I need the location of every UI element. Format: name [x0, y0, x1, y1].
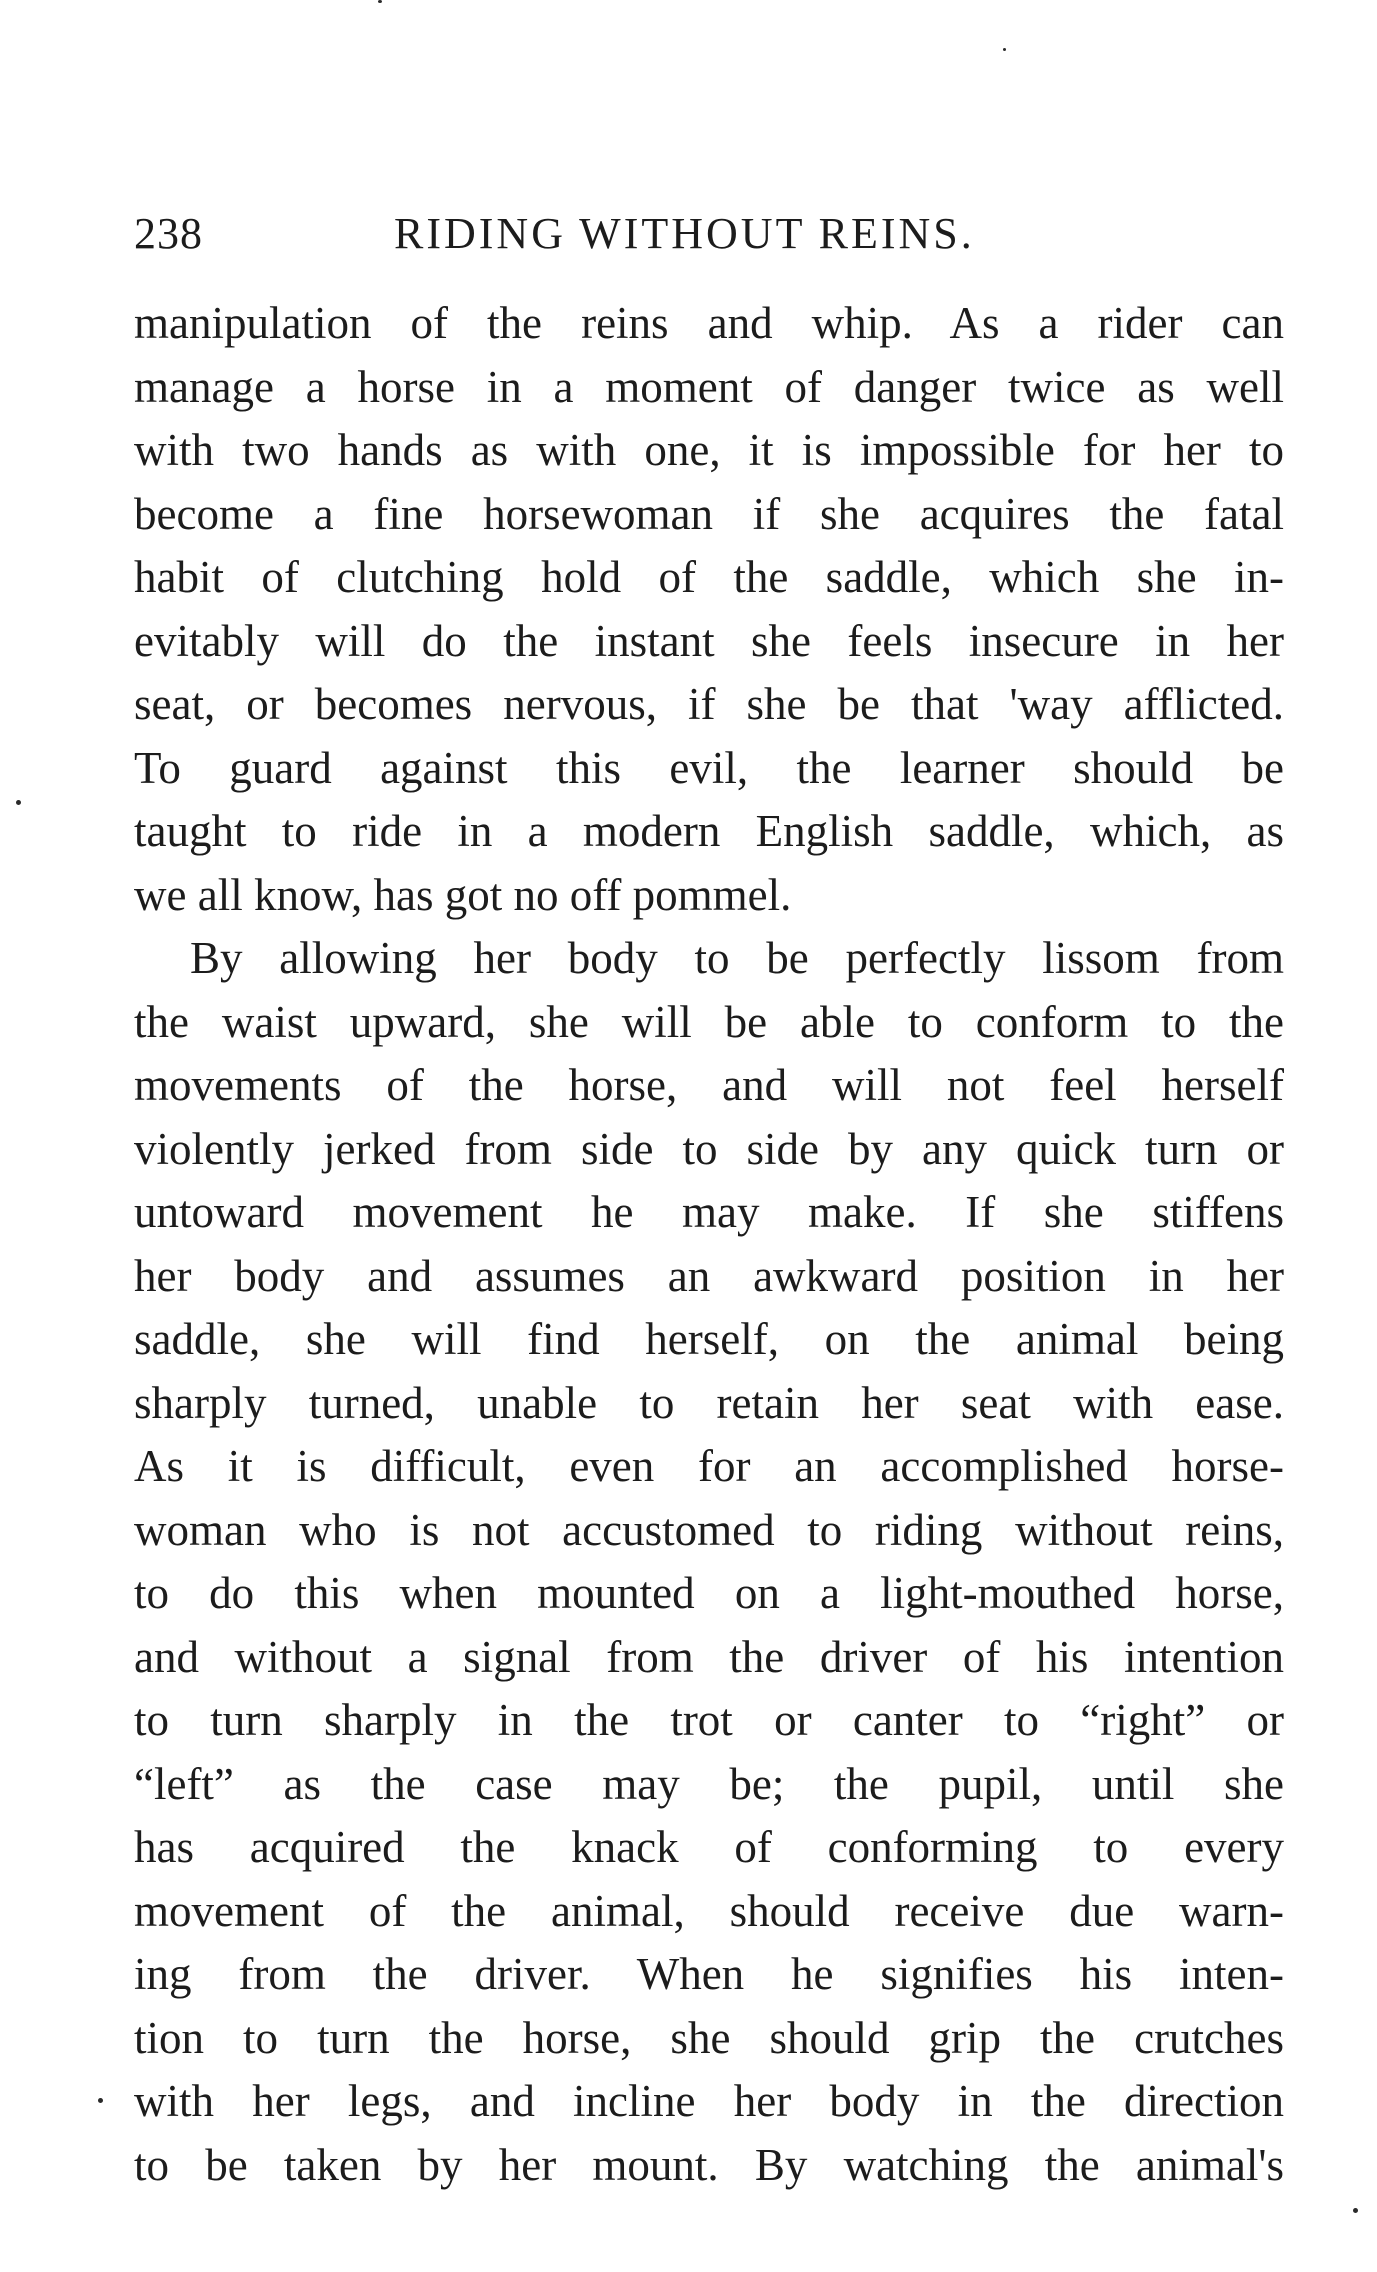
text-line: movement of the animal, should receive due warn- — [134, 1885, 1284, 1936]
text-line: To guard against this evil, the learner should be — [134, 742, 1284, 793]
text-line: violently jerked from side to side by any quick turn or — [134, 1123, 1284, 1174]
running-title: RIDING WITHOUT REINS. — [394, 209, 975, 258]
text-line: become a fine horsewoman if she acquires the fatal — [134, 488, 1284, 539]
text-line: her body and assumes an awkward position in her — [134, 1250, 1284, 1301]
text-line: ing from the driver. When he signifies his inten- — [134, 1949, 1284, 1999]
text-line: with her legs, and incline her body in the direction — [134, 2076, 1284, 2126]
ink-speck — [1353, 2208, 1358, 2213]
page-number: 238 — [134, 209, 203, 258]
text-line: taught to ride in a modern English saddle, which, as — [134, 806, 1284, 856]
ink-speck — [98, 2098, 103, 2103]
text-line: sharply turned, unable to retain her seat with ease. — [134, 1377, 1284, 1428]
text-line: to do this when mounted on a light-mouthed horse, — [134, 1568, 1284, 1618]
text-line: As it is difficult, even for an accomplished horse- — [134, 1441, 1284, 1491]
text-line: manipulation of the reins and whip. As a rider can — [134, 298, 1284, 348]
ink-speck — [16, 800, 21, 805]
text-line: woman who is not accustomed to riding without reins, — [134, 1504, 1284, 1555]
text-line: manage a horse in a moment of danger twice as well — [134, 361, 1284, 412]
text-line: to turn sharply in the trot or canter to “right” or — [134, 1695, 1284, 1745]
paragraph-2 — [134, 927, 1284, 2197]
text-line: untoward movement he may make. If she stiffens — [134, 1187, 1284, 1237]
text-line: has acquired the knack of conforming to every — [134, 1822, 1284, 1872]
body-text — [134, 292, 1284, 2197]
text-line: tion to turn the horse, she should grip the crutches — [134, 2012, 1284, 2063]
text-line: the waist upward, she will be able to conform to the — [134, 996, 1284, 1047]
text-line: evitably will do the instant she feels insecure in her — [134, 615, 1284, 666]
text-line: we all know, has got no off pommel. — [134, 869, 792, 920]
text-line: habit of clutching hold of the saddle, which she in- — [134, 552, 1284, 602]
text-line: with two hands as with one, it is impossible for her to — [134, 425, 1284, 475]
text-line: to be taken by her mount. By watching the animal's — [134, 2139, 1284, 2190]
running-head — [134, 204, 1284, 264]
text-line: seat, or becomes nervous, if she be that 'way afflicted. — [134, 679, 1284, 729]
text-line: movements of the horse, and will not feel herself — [134, 1060, 1284, 1110]
ink-speck — [1003, 48, 1006, 51]
ink-speck — [378, 0, 382, 3]
text-line: and without a signal from the driver of his intention — [134, 1631, 1284, 1682]
paragraph-1 — [134, 292, 1284, 927]
text-line: saddle, she will find herself, on the animal being — [134, 1314, 1284, 1364]
text-line: “left” as the case may be; the pupil, until she — [134, 1758, 1284, 1809]
text-line: By allowing her body to be perfectly lissom from — [190, 933, 1284, 983]
